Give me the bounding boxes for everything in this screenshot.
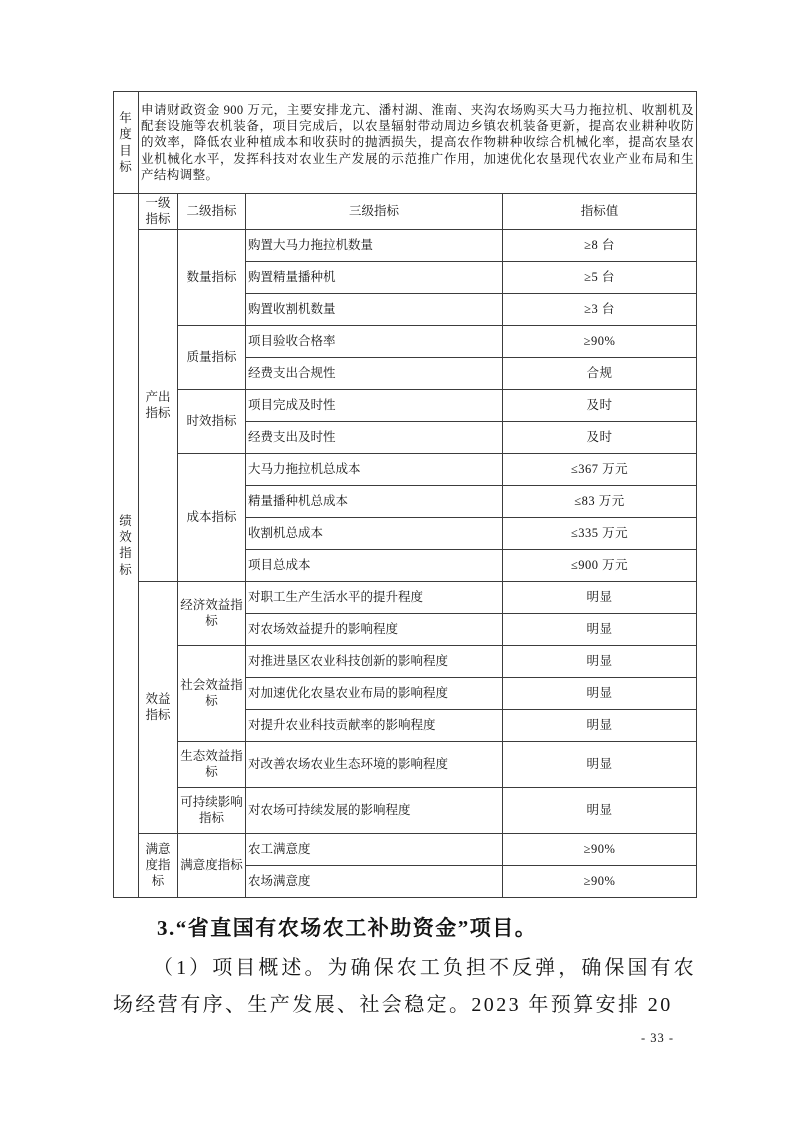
level2-cell: 质量指标 <box>178 325 246 389</box>
header-level1: 一级指标 <box>139 194 178 230</box>
level1-cell: 效益指标 <box>139 581 178 833</box>
table-row <box>114 741 697 787</box>
value-cell: 明显 <box>503 709 697 741</box>
indicator-cell: 购置收割机数量 <box>246 293 503 325</box>
section-paragraph: （1）项目概述。为确保农工负担不反弹，确保国有农场经营有序、生产发展、社会稳定。2023 年预算安排 20 <box>113 957 696 1016</box>
table-row <box>114 325 697 357</box>
value-cell: 明显 <box>503 581 697 613</box>
value-cell: 明显 <box>503 741 697 787</box>
section-3 <box>113 913 696 1024</box>
performance-indicator-table <box>113 91 697 898</box>
table-row <box>114 453 697 485</box>
value-cell: ≤900 万元 <box>503 549 697 581</box>
indicator-cell: 精量播种机总成本 <box>246 485 503 517</box>
level2-cell: 社会效益指标 <box>178 645 246 741</box>
level2-cell: 数量指标 <box>178 229 246 325</box>
header-level2: 二级指标 <box>178 194 246 230</box>
table-row <box>114 581 697 613</box>
value-cell: ≥90% <box>503 325 697 357</box>
section-heading: 3.“省直国有农场农工补助资金”项目。 <box>157 916 538 940</box>
value-cell: ≥8 台 <box>503 229 697 261</box>
indicator-cell: 项目总成本 <box>246 549 503 581</box>
header-level3: 三级指标 <box>246 194 503 230</box>
indicator-cell: 项目验收合格率 <box>246 325 503 357</box>
value-cell: ≥3 台 <box>503 293 697 325</box>
value-cell: 明显 <box>503 613 697 645</box>
table-row <box>114 645 697 677</box>
value-cell: ≥90% <box>503 833 697 865</box>
table-row <box>114 389 697 421</box>
value-cell: ≥5 台 <box>503 261 697 293</box>
indicator-cell: 对职工生产生活水平的提升程度 <box>246 581 503 613</box>
value-cell: 及时 <box>503 389 697 421</box>
level2-cell: 生态效益指标 <box>178 741 246 787</box>
table-header-row <box>114 194 697 230</box>
indicator-cell: 对农场效益提升的影响程度 <box>246 613 503 645</box>
indicator-cell: 对推进垦区农业科技创新的影响程度 <box>246 645 503 677</box>
indicator-cell: 经费支出合规性 <box>246 357 503 389</box>
indicator-cell: 购置精量播种机 <box>246 261 503 293</box>
value-cell: ≤367 万元 <box>503 453 697 485</box>
level2-cell: 成本指标 <box>178 453 246 581</box>
value-cell: 明显 <box>503 787 697 833</box>
indicator-cell: 对改善农场农业生态环境的影响程度 <box>246 741 503 787</box>
table-row <box>114 787 697 833</box>
indicator-cell: 大马力拖拉机总成本 <box>246 453 503 485</box>
level1-cell: 产出指标 <box>139 229 178 581</box>
indicator-cell: 对加速优化农垦农业布局的影响程度 <box>246 677 503 709</box>
level2-cell: 满意度指标 <box>178 833 246 897</box>
header-value: 指标值 <box>503 194 697 230</box>
table-row <box>114 229 697 261</box>
annual-goal-row <box>114 92 697 194</box>
indicator-cell: 对提升农业科技贡献率的影响程度 <box>246 709 503 741</box>
indicator-cell: 农场满意度 <box>246 865 503 897</box>
value-cell: ≥90% <box>503 865 697 897</box>
indicator-cell: 购置大马力拖拉机数量 <box>246 229 503 261</box>
value-cell: 明显 <box>503 677 697 709</box>
value-cell: ≤83 万元 <box>503 485 697 517</box>
value-cell: 及时 <box>503 421 697 453</box>
indicator-cell: 农工满意度 <box>246 833 503 865</box>
level2-cell: 可持续影响指标 <box>178 787 246 833</box>
annual-goal-text: 申请财政资金 900 万元，主要安排龙亢、潘村湖、淮南、夹沟农场购买大马力拖拉机、收割机及配套设施等农机装备，项目完成后，以农垦辐射带动周边乡镇农机装备更新，提高农业耕种收防的效率，降低农业种植成本和收获时的抛洒损失，提高农作物耕种收综合机械化率，提高农垦农业机械化水平，发挥科技对农业生产发展的示范推广作用，加速优化农垦现代农业产业布局和生产结构调整。 <box>139 92 697 194</box>
table-row <box>114 833 697 865</box>
page-number: - 33 - <box>641 1031 675 1045</box>
value-cell: ≤335 万元 <box>503 517 697 549</box>
performance-section-label: 绩效指标 <box>114 194 139 898</box>
level2-cell: 时效指标 <box>178 389 246 453</box>
level2-cell: 经济效益指标 <box>178 581 246 645</box>
indicator-cell: 对农场可持续发展的影响程度 <box>246 787 503 833</box>
value-cell: 明显 <box>503 645 697 677</box>
annual-goal-label: 年度目标 <box>114 92 139 194</box>
indicator-cell: 项目完成及时性 <box>246 389 503 421</box>
indicator-cell: 收割机总成本 <box>246 517 503 549</box>
level1-cell: 满意度指标 <box>139 833 178 897</box>
value-cell: 合规 <box>503 357 697 389</box>
indicator-cell: 经费支出及时性 <box>246 421 503 453</box>
